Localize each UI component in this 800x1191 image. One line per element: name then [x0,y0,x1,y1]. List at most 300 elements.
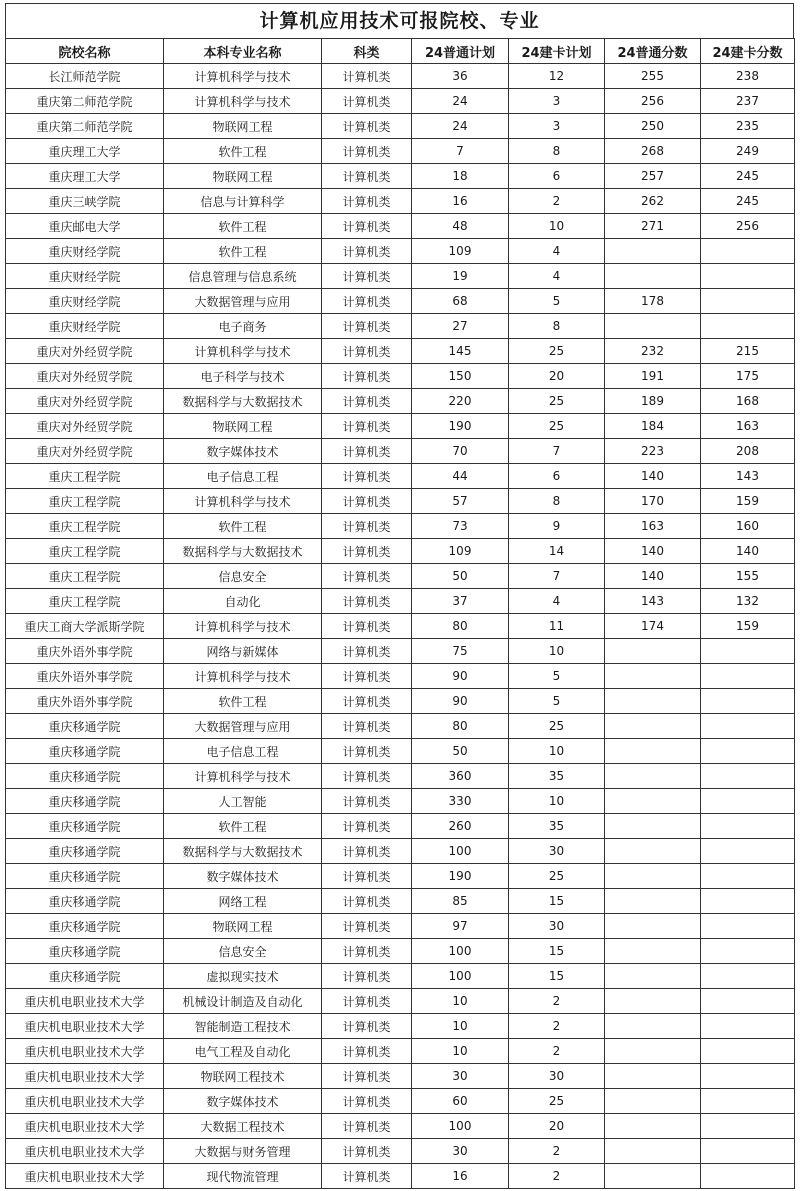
table-row [6,414,795,439]
document [5,3,794,1189]
cell-major: 电子信息工程 [164,464,322,489]
cell-card-plan: 4 [509,239,605,264]
cell-regular-score: 174 [605,614,701,639]
cell-regular-plan: 73 [412,514,509,539]
cell-school: 重庆移通学院 [6,789,164,814]
cell-card-plan: 9 [509,514,605,539]
cell-category: 计算机类 [322,464,412,489]
table-row [6,314,795,339]
cell-card-score: 249 [701,139,795,164]
cell-regular-plan: 36 [412,64,509,89]
table-row [6,289,795,314]
cell-major: 计算机科学与技术 [164,664,322,689]
cell-card-score: 215 [701,339,795,364]
table-row [6,214,795,239]
cell-category: 计算机类 [322,989,412,1014]
cell-regular-score: 268 [605,139,701,164]
cell-card-plan: 25 [509,714,605,739]
cell-category: 计算机类 [322,564,412,589]
cell-regular-plan: 260 [412,814,509,839]
cell-regular-score [605,814,701,839]
cell-card-score: 168 [701,389,795,414]
cell-category: 计算机类 [322,689,412,714]
cell-card-plan: 2 [509,989,605,1014]
cell-regular-plan: 190 [412,414,509,439]
cell-school: 重庆工程学院 [6,464,164,489]
cell-major: 软件工程 [164,514,322,539]
table-row [6,739,795,764]
table-row [6,814,795,839]
cell-school: 重庆移通学院 [6,714,164,739]
cell-school: 重庆移通学院 [6,814,164,839]
cell-regular-plan: 30 [412,1064,509,1089]
cell-card-plan: 11 [509,614,605,639]
cell-school: 重庆三峡学院 [6,189,164,214]
cell-major: 大数据工程技术 [164,1114,322,1139]
cell-card-score [701,864,795,889]
cell-category: 计算机类 [322,764,412,789]
cell-card-plan: 20 [509,1114,605,1139]
cell-regular-plan: 37 [412,589,509,614]
cell-major: 计算机科学与技术 [164,339,322,364]
cell-card-plan: 6 [509,164,605,189]
cell-regular-plan: 10 [412,1039,509,1064]
cell-school: 重庆机电职业技术大学 [6,1164,164,1189]
cell-category: 计算机类 [322,189,412,214]
cell-school: 重庆工程学院 [6,589,164,614]
cell-card-score [701,964,795,989]
cell-regular-plan: 24 [412,114,509,139]
cell-school: 重庆外语外事学院 [6,639,164,664]
cell-card-plan: 2 [509,1039,605,1064]
cell-regular-plan: 150 [412,364,509,389]
cell-regular-score [605,639,701,664]
table-row [6,264,795,289]
schools-table [5,38,795,1189]
cell-regular-plan: 80 [412,714,509,739]
cell-school: 长江师范学院 [6,64,164,89]
cell-school: 重庆移通学院 [6,739,164,764]
cell-major: 智能制造工程技术 [164,1014,322,1039]
cell-regular-plan: 90 [412,689,509,714]
cell-regular-score [605,1164,701,1189]
cell-school: 重庆外语外事学院 [6,689,164,714]
cell-school: 重庆移通学院 [6,914,164,939]
cell-card-plan: 5 [509,289,605,314]
cell-school: 重庆移通学院 [6,764,164,789]
table-row [6,139,795,164]
cell-card-score [701,239,795,264]
cell-card-plan: 35 [509,764,605,789]
cell-card-score: 235 [701,114,795,139]
header-row [6,39,795,64]
table-row [6,989,795,1014]
cell-regular-plan: 50 [412,739,509,764]
cell-regular-plan: 19 [412,264,509,289]
cell-card-plan: 2 [509,1014,605,1039]
cell-card-score [701,939,795,964]
cell-card-plan: 35 [509,814,605,839]
table-row [6,64,795,89]
cell-card-plan: 10 [509,789,605,814]
cell-regular-score [605,239,701,264]
cell-major: 物联网工程 [164,914,322,939]
cell-card-score: 163 [701,414,795,439]
cell-category: 计算机类 [322,714,412,739]
cell-card-score: 159 [701,614,795,639]
cell-card-score: 245 [701,164,795,189]
cell-major: 网络工程 [164,889,322,914]
cell-card-plan: 12 [509,64,605,89]
table-body [6,64,795,1189]
cell-major: 网络与新媒体 [164,639,322,664]
cell-category: 计算机类 [322,864,412,889]
cell-regular-plan: 24 [412,89,509,114]
cell-regular-plan: 85 [412,889,509,914]
cell-major: 计算机科学与技术 [164,64,322,89]
cell-regular-score [605,1014,701,1039]
cell-category: 计算机类 [322,964,412,989]
cell-major: 大数据管理与应用 [164,289,322,314]
cell-major: 人工智能 [164,789,322,814]
cell-regular-score: 262 [605,189,701,214]
table-row [6,589,795,614]
cell-card-plan: 14 [509,539,605,564]
cell-card-plan: 4 [509,589,605,614]
cell-regular-score [605,689,701,714]
cell-card-score [701,1089,795,1114]
cell-card-score [701,314,795,339]
cell-school: 重庆对外经贸学院 [6,414,164,439]
cell-regular-score: 189 [605,389,701,414]
cell-category: 计算机类 [322,439,412,464]
cell-major: 计算机科学与技术 [164,764,322,789]
cell-card-plan: 4 [509,264,605,289]
cell-regular-score [605,989,701,1014]
table-row [6,764,795,789]
cell-school: 重庆财经学院 [6,264,164,289]
cell-category: 计算机类 [322,139,412,164]
cell-regular-score: 140 [605,564,701,589]
cell-regular-score: 140 [605,539,701,564]
cell-school: 重庆移通学院 [6,939,164,964]
cell-category: 计算机类 [322,289,412,314]
cell-regular-plan: 109 [412,239,509,264]
table-row [6,1164,795,1189]
cell-regular-plan: 100 [412,1114,509,1139]
cell-card-score [701,1064,795,1089]
cell-category: 计算机类 [322,414,412,439]
table-row [6,464,795,489]
cell-category: 计算机类 [322,889,412,914]
cell-regular-plan: 80 [412,614,509,639]
cell-card-score: 208 [701,439,795,464]
cell-regular-score: 191 [605,364,701,389]
cell-school: 重庆移通学院 [6,889,164,914]
cell-card-plan: 3 [509,89,605,114]
header-category: 科类 [322,39,412,64]
cell-major: 信息管理与信息系统 [164,264,322,289]
cell-card-plan: 7 [509,564,605,589]
cell-category: 计算机类 [322,114,412,139]
cell-category: 计算机类 [322,64,412,89]
cell-category: 计算机类 [322,1039,412,1064]
cell-category: 计算机类 [322,589,412,614]
cell-regular-score [605,739,701,764]
table-row [6,614,795,639]
table-row [6,839,795,864]
cell-regular-score: 271 [605,214,701,239]
cell-school: 重庆机电职业技术大学 [6,1089,164,1114]
cell-major: 大数据与财务管理 [164,1139,322,1164]
table-row [6,639,795,664]
cell-school: 重庆财经学院 [6,314,164,339]
cell-category: 计算机类 [322,239,412,264]
cell-regular-score [605,664,701,689]
cell-regular-plan: 7 [412,139,509,164]
cell-category: 计算机类 [322,89,412,114]
cell-regular-score [605,1064,701,1089]
cell-regular-score: 256 [605,89,701,114]
cell-card-score [701,639,795,664]
table-row [6,164,795,189]
cell-major: 软件工程 [164,814,322,839]
cell-category: 计算机类 [322,814,412,839]
cell-major: 电气工程及自动化 [164,1039,322,1064]
cell-regular-plan: 50 [412,564,509,589]
cell-regular-plan: 30 [412,1139,509,1164]
cell-school: 重庆理工大学 [6,164,164,189]
cell-regular-score [605,964,701,989]
cell-card-plan: 3 [509,114,605,139]
cell-school: 重庆第二师范学院 [6,89,164,114]
cell-regular-plan: 18 [412,164,509,189]
cell-school: 重庆财经学院 [6,289,164,314]
cell-regular-plan: 109 [412,539,509,564]
cell-category: 计算机类 [322,1139,412,1164]
cell-major: 信息安全 [164,939,322,964]
cell-card-score: 175 [701,364,795,389]
cell-card-plan: 8 [509,139,605,164]
cell-category: 计算机类 [322,1164,412,1189]
table-row [6,1089,795,1114]
cell-card-plan: 8 [509,489,605,514]
cell-category: 计算机类 [322,1089,412,1114]
table-row [6,964,795,989]
table-row [6,189,795,214]
cell-school: 重庆工商大学派斯学院 [6,614,164,639]
cell-major: 信息与计算科学 [164,189,322,214]
cell-major: 电子科学与技术 [164,364,322,389]
cell-regular-score: 184 [605,414,701,439]
cell-regular-score [605,764,701,789]
table-row [6,1039,795,1064]
cell-school: 重庆机电职业技术大学 [6,1114,164,1139]
cell-card-plan: 25 [509,389,605,414]
header-regular-score: 24普通分数 [605,39,701,64]
cell-category: 计算机类 [322,939,412,964]
table-row [6,389,795,414]
cell-category: 计算机类 [322,1114,412,1139]
cell-card-plan: 2 [509,1139,605,1164]
cell-card-score: 237 [701,89,795,114]
cell-category: 计算机类 [322,739,412,764]
cell-card-score [701,789,795,814]
cell-card-plan: 5 [509,689,605,714]
cell-school: 重庆移通学院 [6,964,164,989]
cell-major: 软件工程 [164,139,322,164]
cell-regular-score [605,889,701,914]
cell-category: 计算机类 [322,264,412,289]
cell-school: 重庆工程学院 [6,489,164,514]
table-row [6,239,795,264]
cell-regular-plan: 330 [412,789,509,814]
cell-card-score [701,914,795,939]
cell-regular-plan: 97 [412,914,509,939]
table-row [6,789,795,814]
cell-card-score [701,764,795,789]
cell-major: 自动化 [164,589,322,614]
cell-regular-plan: 360 [412,764,509,789]
cell-card-plan: 7 [509,439,605,464]
cell-regular-plan: 27 [412,314,509,339]
cell-regular-score [605,1114,701,1139]
cell-major: 计算机科学与技术 [164,489,322,514]
cell-card-score: 132 [701,589,795,614]
table-row [6,539,795,564]
cell-category: 计算机类 [322,914,412,939]
cell-regular-score: 143 [605,589,701,614]
cell-major: 软件工程 [164,214,322,239]
cell-category: 计算机类 [322,164,412,189]
header-school: 院校名称 [6,39,164,64]
cell-card-score [701,1114,795,1139]
cell-school: 重庆机电职业技术大学 [6,1139,164,1164]
cell-regular-score [605,789,701,814]
cell-major: 物联网工程 [164,114,322,139]
cell-regular-plan: 16 [412,189,509,214]
cell-major: 计算机科学与技术 [164,614,322,639]
cell-card-plan: 25 [509,414,605,439]
cell-card-score [701,839,795,864]
cell-card-plan: 10 [509,639,605,664]
cell-major: 物联网工程 [164,164,322,189]
cell-regular-score [605,914,701,939]
cell-card-score: 160 [701,514,795,539]
cell-regular-plan: 68 [412,289,509,314]
cell-card-score [701,664,795,689]
header-major: 本科专业名称 [164,39,322,64]
table-row [6,564,795,589]
cell-card-score: 238 [701,64,795,89]
cell-regular-score [605,714,701,739]
cell-regular-plan: 48 [412,214,509,239]
cell-regular-score [605,864,701,889]
cell-regular-plan: 90 [412,664,509,689]
cell-card-score: 155 [701,564,795,589]
cell-card-score [701,889,795,914]
header-card-score: 24建卡分数 [701,39,795,64]
cell-regular-score: 223 [605,439,701,464]
cell-major: 物联网工程技术 [164,1064,322,1089]
cell-major: 数据科学与大数据技术 [164,389,322,414]
cell-card-score [701,1139,795,1164]
cell-card-plan: 20 [509,364,605,389]
cell-card-score [701,1039,795,1064]
cell-school: 重庆理工大学 [6,139,164,164]
cell-card-score [701,1164,795,1189]
table-row [6,889,795,914]
cell-card-score: 245 [701,189,795,214]
cell-regular-plan: 10 [412,989,509,1014]
table-row [6,339,795,364]
cell-card-score: 140 [701,539,795,564]
cell-school: 重庆机电职业技术大学 [6,1039,164,1064]
cell-card-score [701,989,795,1014]
cell-card-plan: 8 [509,314,605,339]
cell-regular-score: 250 [605,114,701,139]
cell-regular-plan: 100 [412,939,509,964]
cell-regular-plan: 100 [412,964,509,989]
cell-card-score: 159 [701,489,795,514]
cell-major: 软件工程 [164,689,322,714]
cell-regular-score [605,314,701,339]
table-row [6,514,795,539]
cell-school: 重庆对外经贸学院 [6,364,164,389]
cell-regular-plan: 44 [412,464,509,489]
table-row [6,864,795,889]
cell-card-plan: 30 [509,839,605,864]
cell-card-plan: 5 [509,664,605,689]
cell-card-plan: 2 [509,189,605,214]
cell-school: 重庆财经学院 [6,239,164,264]
table-row [6,914,795,939]
cell-regular-plan: 145 [412,339,509,364]
cell-major: 信息安全 [164,564,322,589]
cell-major: 数据科学与大数据技术 [164,839,322,864]
cell-category: 计算机类 [322,1064,412,1089]
cell-category: 计算机类 [322,789,412,814]
cell-card-score [701,264,795,289]
cell-major: 现代物流管理 [164,1164,322,1189]
cell-school: 重庆对外经贸学院 [6,339,164,364]
header-regular-plan: 24普通计划 [412,39,509,64]
table-row [6,114,795,139]
table-row [6,489,795,514]
cell-category: 计算机类 [322,514,412,539]
cell-regular-plan: 70 [412,439,509,464]
cell-regular-plan: 60 [412,1089,509,1114]
cell-school: 重庆工程学院 [6,539,164,564]
cell-category: 计算机类 [322,314,412,339]
cell-card-score: 256 [701,214,795,239]
cell-card-score [701,814,795,839]
cell-card-plan: 10 [509,214,605,239]
cell-regular-score: 140 [605,464,701,489]
cell-category: 计算机类 [322,614,412,639]
table-row [6,89,795,114]
cell-category: 计算机类 [322,664,412,689]
cell-school: 重庆第二师范学院 [6,114,164,139]
cell-regular-score: 170 [605,489,701,514]
cell-school: 重庆邮电大学 [6,214,164,239]
cell-regular-plan: 100 [412,839,509,864]
cell-major: 电子商务 [164,314,322,339]
cell-major: 数字媒体技术 [164,1089,322,1114]
cell-school: 重庆机电职业技术大学 [6,1064,164,1089]
cell-card-score [701,289,795,314]
cell-regular-plan: 10 [412,1014,509,1039]
